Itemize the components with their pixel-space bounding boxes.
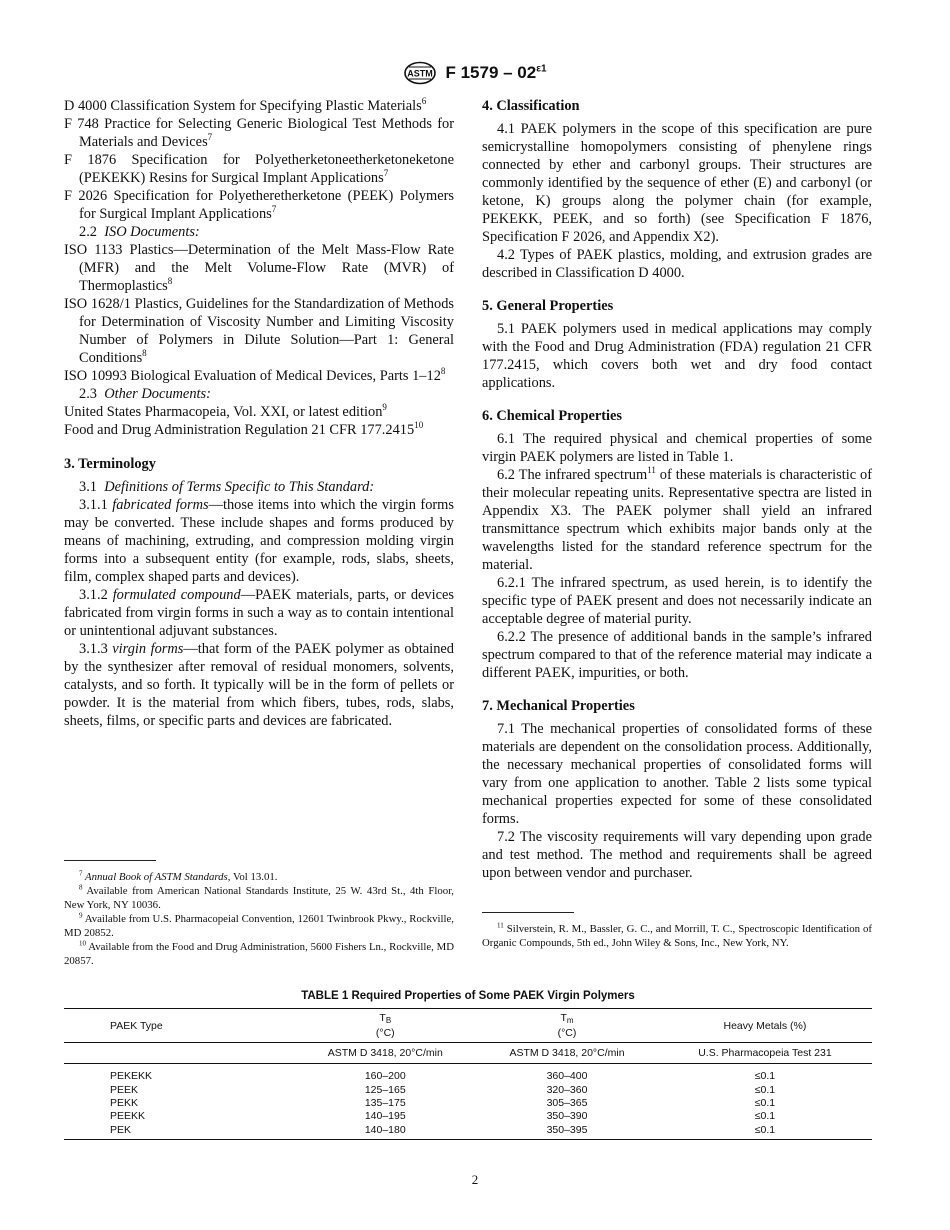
reference-item: D 4000 Classification System for Specifying Plastic Materials$^6$ (64, 96, 427, 114)
footnote-8: $^8$ Available from American National Standards Institute, 25 W. 43rd St., 4th Floor, New York, NY 10036. (64, 883, 454, 911)
para-6-2: 6.2 The infrared spectrum$^{11}$ of these materials is characteristic of their molecular repeating units. Representative spectra are listed in Appendix X3. The PAEK polymer shall yield an infrared transmittance spectrum which exhibits major bands only at the wavelengths listed for the standard reference spectrum for the material. (482, 465, 873, 573)
para-6-2-2: 6.2.2 The presence of additional bands in the sample’s infrared spectrum compared to that of the reference material may indicate a different PAEK, impurities, or both. (482, 629, 872, 681)
cell-type: PEEK (110, 1083, 139, 1096)
reference-item: United States Pharmacopeia, Vol. XXI, or latest edition$^9$ (64, 402, 387, 420)
para-3-1: 3.1 Definitions of Terms Specific to This Standard: (79, 479, 375, 495)
footnote-9: $^9$ Available from U.S. Pharmacopeial Convention, 12601 Twinbrook Pkwy., Rockville, MD 20852. (64, 911, 454, 939)
referenced-iso-documents (64, 241, 454, 385)
cell-type: PEKEKK (110, 1070, 153, 1083)
footnote-rule-left (64, 860, 156, 861)
left-column (64, 97, 454, 730)
cell-hm: ≤0.1 (754, 1110, 776, 1123)
para-3-1-2: 3.1.2 formulated compound—PAEK materials, parts, or devices fabricated from virgin forms in such a way as to contain intentional or unintentional adjuvant substances. (64, 587, 454, 639)
footnote-rule-right (482, 912, 574, 913)
iso-documents-heading: 2.2 ISO Documents: (79, 224, 200, 240)
col-header-paek-type: PAEK Type (64, 1009, 294, 1043)
right-column (482, 97, 872, 882)
cell-tb: 160–200 (364, 1070, 406, 1083)
page-header (0, 61, 950, 87)
footnote-10: $^{10}$ Available from the Food and Drug Administration, 5600 Fishers Ln., Rockville, MD 20857. (64, 939, 454, 967)
table-row (64, 1110, 872, 1123)
cell-tm: 360–400 (546, 1070, 588, 1083)
reference-item: ISO 10993 Biological Evaluation of Medical Devices, Parts $1-12^8$ (64, 366, 446, 384)
reference-item: ISO 1628/1 Plastics, Guidelines for the Standardization of Methods for Determination of Viscosity Number and Limiting Viscosity Number of Polymers in Dilute Solution—Part 1: General Conditions$^8$ (64, 296, 454, 366)
para-4-2: 4.2 Types of PAEK plastics, molding, and extrusion grades are described in Classification D 4000. (482, 247, 872, 281)
reference-item: Food and Drug Administration Regulation 21 CFR 177.2415$^{10}$ (64, 420, 424, 438)
table-row (64, 1064, 872, 1084)
referenced-other-documents (64, 403, 454, 439)
cell-tm: 320–360 (546, 1083, 588, 1096)
section-6-title: 6. Chemical Properties (482, 408, 623, 424)
para-7-1: 7.1 The mechanical properties of consolidated forms of these materials are dependent on the consolidation process. Additionally, the necessary mechanical properties of consolidated forms will vary from one application to another. Table 2 lists some typical mechanical properties expected for some of these consolidated forms. (482, 721, 872, 827)
cell-hm: ≤0.1 (658, 1124, 872, 1140)
method-tb: ASTM D 3418, 20°C/min (294, 1043, 476, 1064)
table-row (64, 1083, 872, 1096)
table-row (64, 1124, 872, 1140)
table-1-title: TABLE 1 Required Properties of Some PAEK Virgin Polymers (301, 990, 635, 1002)
section-4-title: 4. Classification (482, 98, 580, 114)
svg-text:ASTM: ASTM (407, 68, 434, 79)
footnote-11: $^{11}$ Silverstein, R. M., Bassler, G. C., and Morrill, T. C., Spectroscopic Identification of Organic Compounds, 5th ed., John Wiley & Sons, Inc., New York, NY. (482, 921, 872, 949)
cell-type: PEKK (110, 1096, 139, 1109)
method-heavy-metals: U.S. Pharmacopeia Test 231 (658, 1043, 872, 1064)
col-header-tb: $T_B$ (°C) (294, 1009, 476, 1043)
reference-item: F 1876 Specification for Polyetherketoneetherketoneketone (PEKEKK) Resins for Surgical Implant Applications$^7$ (64, 152, 454, 186)
cell-hm: ≤0.1 (754, 1083, 776, 1096)
cell-hm: ≤0.1 (754, 1096, 776, 1109)
footnote-7: $^7$ Annual Book of ASTM Standards, Vol 13.01. (79, 869, 278, 883)
section-3-title: 3. Terminology (64, 456, 156, 472)
col-header-heavy-metals: Heavy Metals (%) (658, 1009, 872, 1043)
cell-tm: 350–390 (546, 1110, 588, 1123)
para-4-1: 4.1 PAEK polymers in the scope of this specification are pure semicrystalline homopolymers consisting of phenylene rings connected by ether and carbonyl groups. Their structures are commonly identified by the sequence of ether (E) and carbonyl (or ketone, K) groups along the polymer chain (for example, PEKEKK, PEEK, and so forth) (see Specification F 1876, Specification F 2026, and Appendix X2). (482, 121, 872, 245)
para-6-1: 6.1 The required physical and chemical properties of some virgin PAEK polymers are listed in Table 1. (482, 431, 872, 465)
other-documents-heading: 2.3 Other Documents: (79, 386, 211, 402)
para-6-2-1: 6.2.1 The infrared spectrum, as used herein, is to identify the specific type of PAEK present and does not necessarily indicate an acceptable degree of material purity. (482, 575, 872, 627)
page-number: 2 (471, 1172, 479, 1187)
cell-type: PEK (64, 1124, 294, 1140)
cell-tb: 125–165 (364, 1083, 406, 1096)
reference-item: F 2026 Specification for Polyetheretherketone (PEEK) Polymers for Surgical Implant Applications$^7$ (64, 188, 454, 222)
referenced-astm-documents (64, 97, 454, 223)
para-7-2: 7.2 The viscosity requirements will vary depending upon grade and test method. The method and requirements shall be agreed upon between vendor and purchaser. (482, 829, 872, 881)
cell-type: PEEKK (110, 1110, 146, 1123)
astm-logo-icon (403, 61, 437, 85)
cell-tb: 140–180 (294, 1124, 476, 1140)
method-tm: ASTM D 3418, 20°C/min (476, 1043, 658, 1064)
section-7-title: 7. Mechanical Properties (482, 698, 635, 714)
para-5-1: 5.1 PAEK polymers used in medical applications may comply with the Food and Drug Administration (FDA) regulation 21 CFR 177.2415, which covers both wet and dry food contact applications. (482, 321, 872, 391)
cell-tm: 350–395 (476, 1124, 658, 1140)
cell-tb: 135–175 (364, 1096, 406, 1109)
reference-item: ISO 1133 Plastics—Determination of the Melt Mass-Flow Rate (MFR) and the Melt Volume-Flow Rate (MVR) of Thermoplastics$^8$ (64, 242, 454, 294)
para-3-1-3: 3.1.3 virgin forms—that form of the PAEK polymer as obtained by the synthesizer after removal of residual monomers, solvents, catalysts, and so forth. It typically will be in the form of pellets or powder. It is the material from which fibers, tubes, rods, slabs, sheets, films, or specific parts and devices are fabricated. (64, 641, 454, 729)
table-1 (64, 1008, 872, 1140)
cell-tb: 140–195 (364, 1110, 406, 1123)
table-row (64, 1097, 872, 1110)
cell-tm: 305–365 (546, 1096, 588, 1109)
cell-hm: ≤0.1 (754, 1070, 776, 1083)
designation: F $1579 - 02^{\varepsilon 1}$ (445, 63, 547, 82)
footnotes-left (64, 870, 454, 968)
reference-item: F 748 Practice for Selecting Generic Biological Test Methods for Materials and Devices$^7$ (64, 116, 454, 150)
para-3-1-1: 3.1.1 fabricated forms—those items into which the virgin forms may be converted. These include shapes and forms produced by means of machining, extruding, and compression molding virgin forms into a subsequent entity (for example, rods, slabs, sheets, film, complex shaped parts and devices). (64, 497, 454, 585)
col-header-tm: $T_m$ (°C) (476, 1009, 658, 1043)
section-5-title: 5. General Properties (482, 298, 614, 314)
